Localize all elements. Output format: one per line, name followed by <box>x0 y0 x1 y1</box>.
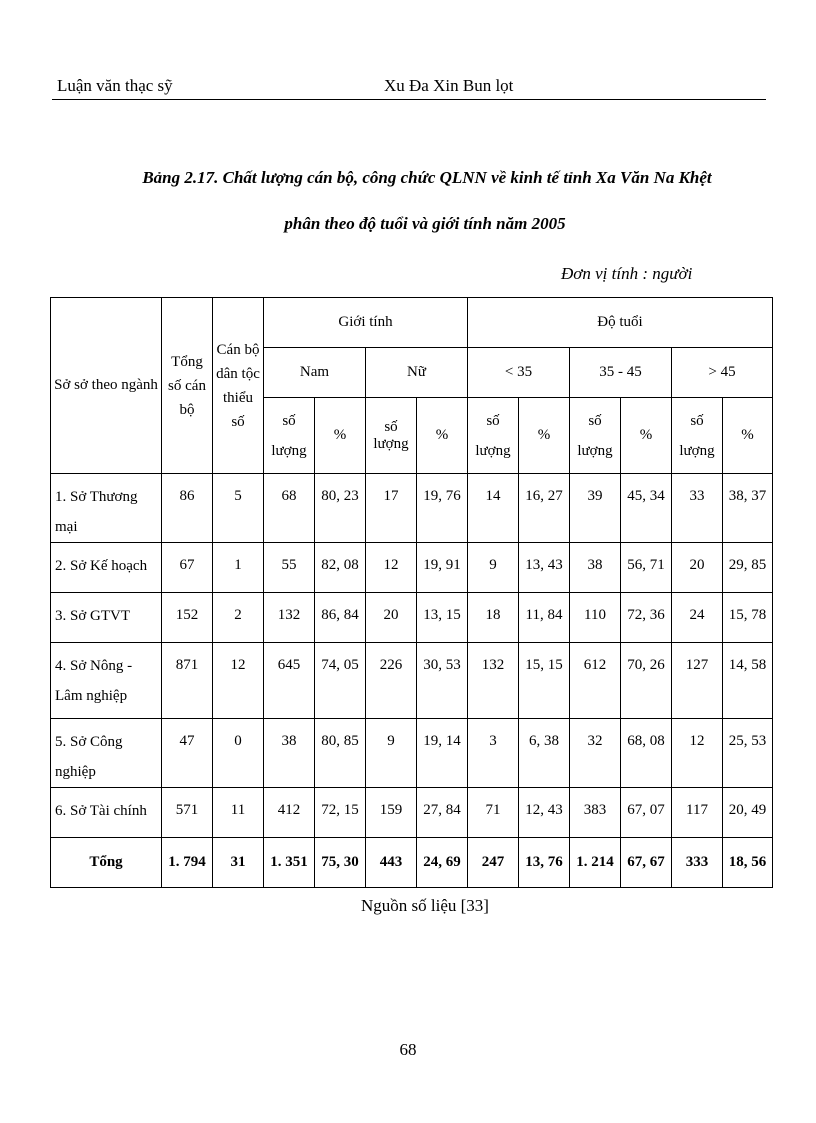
cell-male-pct: 72, 15 <box>315 788 366 838</box>
cell-a3-pct: 20, 49 <box>723 788 773 838</box>
header-a1-pct: % <box>519 398 570 474</box>
cell-a1: 3 <box>468 719 519 788</box>
cell-a3-pct: 15, 78 <box>723 593 773 643</box>
cell-a2: 110 <box>570 593 621 643</box>
total-male-pct: 75, 30 <box>315 838 366 888</box>
row-name: 6. Sở Tài chính <box>51 788 162 838</box>
cell-a1-pct: 16, 27 <box>519 474 570 543</box>
total-a2: 1. 214 <box>570 838 621 888</box>
cell-female-pct: 19, 76 <box>417 474 468 543</box>
header-a3-pct: % <box>723 398 773 474</box>
header-a1-count: số lượng <box>468 398 519 474</box>
total-a3-pct: 18, 56 <box>723 838 773 888</box>
cell-a2-pct: 45, 34 <box>621 474 672 543</box>
cell-female-pct: 27, 84 <box>417 788 468 838</box>
header-ethnic: Cán bộ dân tộc thiểu số <box>213 298 264 474</box>
statistics-table <box>50 297 773 888</box>
header-age: Độ tuổi <box>468 298 773 348</box>
cell-a2: 383 <box>570 788 621 838</box>
cell-ethnic: 11 <box>213 788 264 838</box>
cell-a1: 9 <box>468 543 519 593</box>
table-row <box>51 543 773 593</box>
cell-a2-pct: 56, 71 <box>621 543 672 593</box>
header-female: Nữ <box>366 348 468 398</box>
row-name: 2. Sở Kế hoạch <box>51 543 162 593</box>
total-label: Tổng <box>51 838 162 888</box>
cell-a1: 71 <box>468 788 519 838</box>
cell-a1-pct: 12, 43 <box>519 788 570 838</box>
row-name: 1. Sở Thương mại <box>51 474 162 543</box>
cell-a1-pct: 11, 84 <box>519 593 570 643</box>
cell-total: 47 <box>162 719 213 788</box>
cell-a1-pct: 13, 43 <box>519 543 570 593</box>
header-male-pct: % <box>315 398 366 474</box>
total-female-pct: 24, 69 <box>417 838 468 888</box>
row-name: 5. Sở Công nghiệp <box>51 719 162 788</box>
cell-female-pct: 19, 14 <box>417 719 468 788</box>
cell-male-pct: 80, 23 <box>315 474 366 543</box>
cell-a2: 32 <box>570 719 621 788</box>
cell-male: 55 <box>264 543 315 593</box>
cell-a3: 33 <box>672 474 723 543</box>
cell-a2: 39 <box>570 474 621 543</box>
cell-total: 67 <box>162 543 213 593</box>
cell-male-pct: 74, 05 <box>315 643 366 719</box>
total-ethnic: 31 <box>213 838 264 888</box>
header-male-count: số lượng <box>264 398 315 474</box>
cell-a3: 117 <box>672 788 723 838</box>
cell-a1: 14 <box>468 474 519 543</box>
cell-a2-pct: 68, 08 <box>621 719 672 788</box>
source-note: Nguồn số liệu [33] <box>361 896 489 915</box>
total-a1: 247 <box>468 838 519 888</box>
cell-a2-pct: 70, 26 <box>621 643 672 719</box>
cell-total: 86 <box>162 474 213 543</box>
cell-a2: 612 <box>570 643 621 719</box>
header-age-35-45: 35 - 45 <box>570 348 672 398</box>
cell-a3: 20 <box>672 543 723 593</box>
cell-a3-pct: 29, 85 <box>723 543 773 593</box>
table-title: Bảng 2.17. Chất lượng cán bộ, công chức QLNN về kinh tế tỉnh Xa Văn Na Khệt <box>142 168 712 187</box>
cell-a3-pct: 14, 58 <box>723 643 773 719</box>
cell-a1: 18 <box>468 593 519 643</box>
header-female-count: số lượng <box>366 398 417 474</box>
cell-male-pct: 80, 85 <box>315 719 366 788</box>
header-author-name: Xu Đa Xin Bun lọt <box>384 76 514 95</box>
header-a2-count: số lượng <box>570 398 621 474</box>
cell-ethnic: 12 <box>213 643 264 719</box>
cell-a2-pct: 72, 36 <box>621 593 672 643</box>
cell-a3-pct: 25, 53 <box>723 719 773 788</box>
cell-female: 20 <box>366 593 417 643</box>
total-a1-pct: 13, 76 <box>519 838 570 888</box>
header-male: Nam <box>264 348 366 398</box>
cell-male: 645 <box>264 643 315 719</box>
cell-male-pct: 86, 84 <box>315 593 366 643</box>
header-a2-pct: % <box>621 398 672 474</box>
cell-a1-pct: 15, 15 <box>519 643 570 719</box>
cell-a2-pct: 67, 07 <box>621 788 672 838</box>
header-thesis-label: Luận văn thạc sỹ <box>57 76 173 95</box>
cell-ethnic: 0 <box>213 719 264 788</box>
total-total: 1. 794 <box>162 838 213 888</box>
cell-a3: 24 <box>672 593 723 643</box>
cell-male: 38 <box>264 719 315 788</box>
row-name: 4. Sở Nông - Lâm nghiệp <box>51 643 162 719</box>
cell-total: 152 <box>162 593 213 643</box>
table-subtitle: phân theo độ tuổi và giới tính năm 2005 <box>284 214 566 233</box>
cell-ethnic: 5 <box>213 474 264 543</box>
total-male: 1. 351 <box>264 838 315 888</box>
table-row <box>51 474 773 543</box>
cell-total: 571 <box>162 788 213 838</box>
header-gender: Giới tính <box>264 298 468 348</box>
header-a3-count: số lượng <box>672 398 723 474</box>
cell-female: 226 <box>366 643 417 719</box>
cell-a1-pct: 6, 38 <box>519 719 570 788</box>
cell-a3: 12 <box>672 719 723 788</box>
total-a2-pct: 67, 67 <box>621 838 672 888</box>
row-name: 3. Sở GTVT <box>51 593 162 643</box>
table-row <box>51 719 773 788</box>
total-a3: 333 <box>672 838 723 888</box>
cell-a2: 38 <box>570 543 621 593</box>
cell-ethnic: 1 <box>213 543 264 593</box>
unit-note: Đơn vị tính : người <box>561 264 693 283</box>
cell-female: 9 <box>366 719 417 788</box>
header-age-over-45: > 45 <box>672 348 773 398</box>
cell-female-pct: 30, 53 <box>417 643 468 719</box>
cell-male: 412 <box>264 788 315 838</box>
table-row <box>51 643 773 719</box>
table-row <box>51 788 773 838</box>
cell-female: 12 <box>366 543 417 593</box>
page-number: 68 <box>399 1040 417 1059</box>
table-row <box>51 593 773 643</box>
cell-female-pct: 19, 91 <box>417 543 468 593</box>
header-female-pct: % <box>417 398 468 474</box>
cell-female: 159 <box>366 788 417 838</box>
header-name: Sở sở theo ngành <box>51 298 162 474</box>
cell-a3: 127 <box>672 643 723 719</box>
cell-ethnic: 2 <box>213 593 264 643</box>
cell-male-pct: 82, 08 <box>315 543 366 593</box>
cell-male: 132 <box>264 593 315 643</box>
cell-total: 871 <box>162 643 213 719</box>
table-total-row <box>51 838 773 888</box>
header-age-under-35: < 35 <box>468 348 570 398</box>
total-female: 443 <box>366 838 417 888</box>
cell-a3-pct: 38, 37 <box>723 474 773 543</box>
cell-male: 68 <box>264 474 315 543</box>
cell-female: 17 <box>366 474 417 543</box>
header-total: Tổng số cán bộ <box>162 298 213 474</box>
cell-female-pct: 13, 15 <box>417 593 468 643</box>
header-divider <box>52 99 766 100</box>
cell-a1: 132 <box>468 643 519 719</box>
